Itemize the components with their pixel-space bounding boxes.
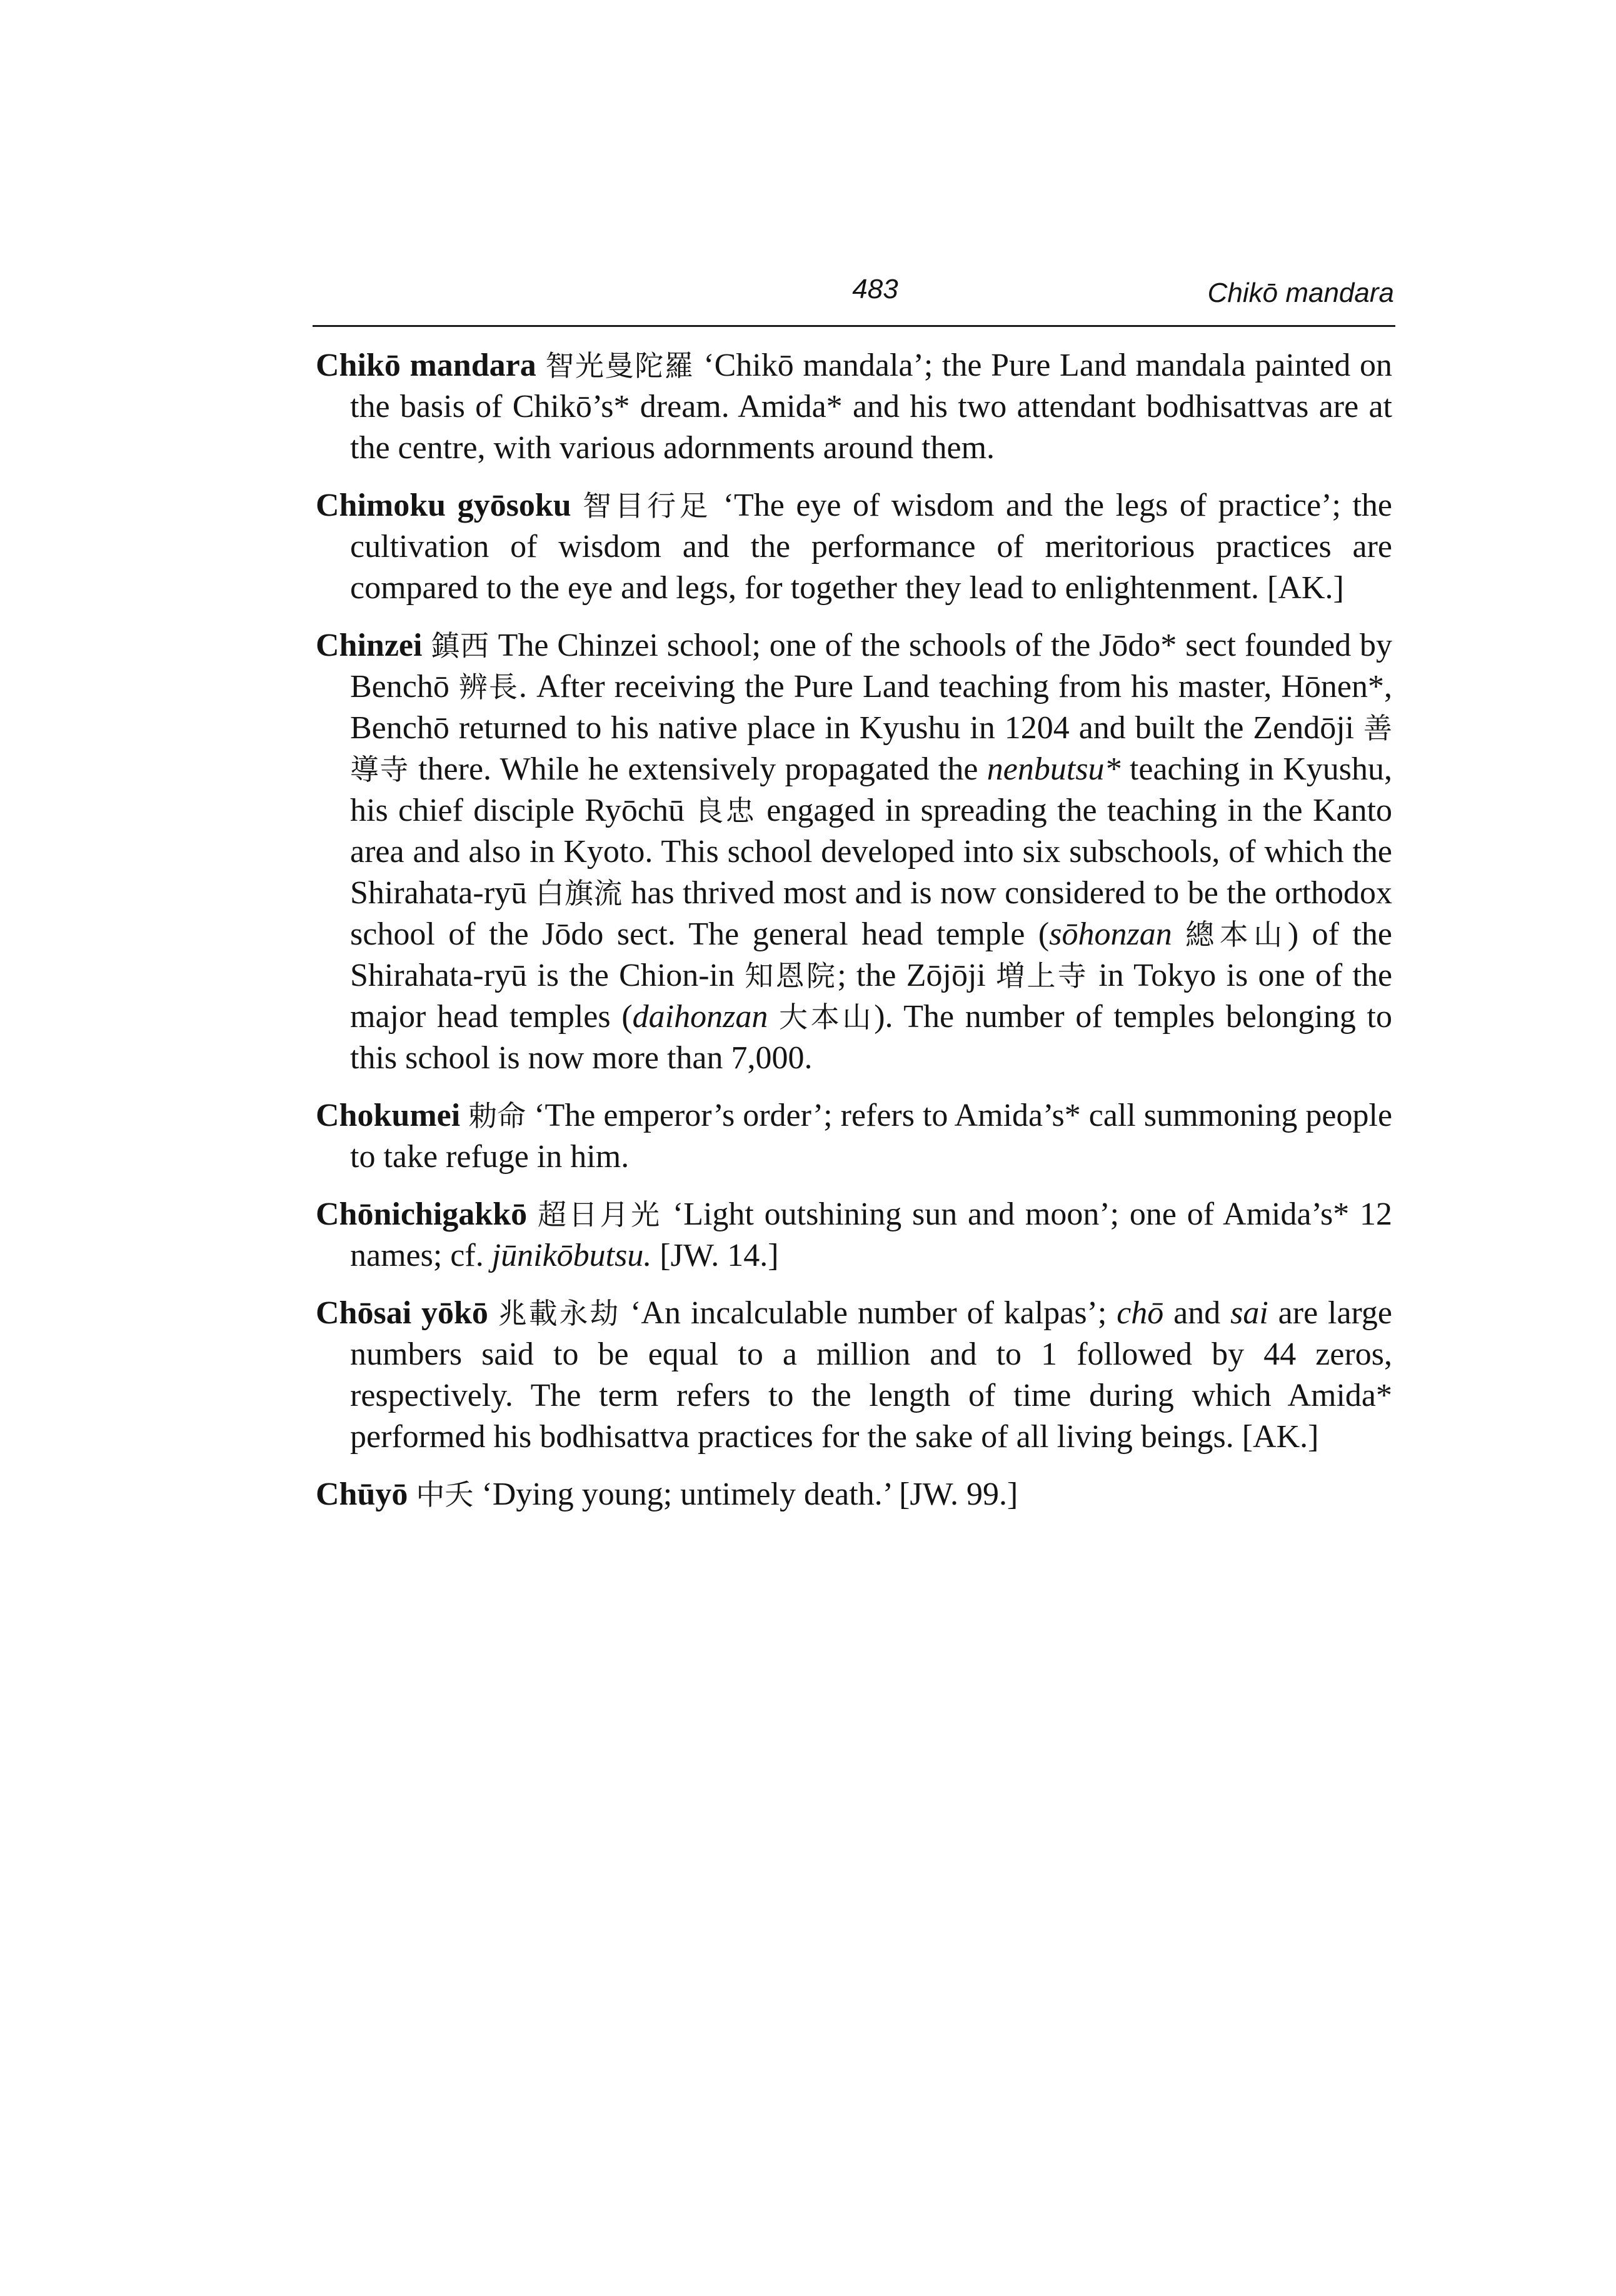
entry-headword: Chikō mandara [316,348,536,383]
entry-chuyo [316,1474,1392,1515]
entry-definition: The Chinzei school; one of the schools of the Jōdo* sect founded by Benchō [350,628,1392,704]
entry-kanji-sohonzan: 總本山 [1185,918,1288,951]
entry-reference: [AK.] [1242,1419,1319,1455]
entry-reference: [JW. 99.] [899,1476,1018,1512]
page-header [313,274,1394,324]
entry-kanji: 中夭 [416,1478,474,1511]
entry-chosai-yoko [316,1293,1392,1458]
entry-chonichigakko [316,1194,1392,1276]
entry-definition: ‘Chikō mandala’; the Pure Land mandala painted on the basis of Chikō’s* dream. Amida* and his two attendant bodhisattvas are at the centre, with various adornments around them. [350,348,1393,466]
entry-definition: has thrived most and is now considered to be the orthodox school of the Jōdo sect. The general head temple ( [350,875,1393,952]
entry-italic-term: nenbutsu* [986,751,1121,787]
entry-definition: in Tokyo is one of the major head temples ( [350,958,1393,1035]
entry-headword: Chōsai yōkō [316,1295,488,1331]
entry-definition: engaged in spreading the teaching in the Kanto area and also in Kyoto. This school developed into six subschools, of which the Shirahata-ryū [350,793,1393,911]
entry-chokumei [316,1095,1392,1178]
entry-kanji: 智目行足 [583,489,712,523]
entry-kanji-ryochu: 良忠 [695,794,756,828]
entry-definition: there. While he extensively propagated the [418,751,978,787]
entry-headword: Chokumei [316,1098,461,1133]
entry-definition: ‘Light outshining sun and moon’; one of Amida’s* 12 names; cf. [350,1196,1393,1273]
entry-reference: [AK.] [1267,570,1344,606]
entry-headword: Chinzei [316,628,423,663]
entry-headword: Chūyō [316,1476,408,1512]
entry-cross-reference: jūnikōbutsu. [491,1238,652,1273]
entry-italic-term: sai [1230,1295,1268,1331]
entry-kanji-daihonzan: 大本山 [779,1000,875,1034]
entry-kanji: 超日月光 [537,1198,663,1231]
entry-definition: and [1173,1295,1221,1331]
entry-kanji-zendoji: 善導寺 [350,711,1393,786]
entry-definition: ; the Zōjōji [837,958,986,993]
page-number: 483 [852,274,898,304]
entry-headword: Chimoku gyōsoku [316,488,571,523]
entry-chiko-mandara [316,345,1392,469]
entry-kanji-chionin: 知恩院 [745,959,838,993]
entry-kanji: 勅命 [468,1099,526,1133]
entry-italic-term: daihonzan [632,999,768,1035]
entry-definition: ). The number of temples belonging to this school is now more than 7,000. [350,999,1392,1076]
entry-headword: Chōnichigakkō [316,1196,528,1232]
running-head: Chikō mandara [1207,278,1394,308]
entry-kanji-zojoji: 増上寺 [996,959,1089,993]
entry-kanji-shirahata: 白旗流 [535,876,623,910]
entry-definition: . After receiving the Pure Land teaching from his master, Hōnen*, Benchō returned to his native place in Kyushu in 1204 and built the Zendōji [350,669,1393,746]
entry-definition: ) of the Shirahata-ryū is the Chion-in [350,916,1393,993]
entry-chinzei [316,625,1392,1079]
entry-definition: ‘Dying young; untimely death.’ [481,1476,891,1512]
entry-definition: ‘The eye of wisdom and the legs of practice’; the cultivation of wisdom and the performance of meritorious practices are compared to the eye and legs, for together they lead to enlightenment. [350,488,1392,606]
entry-italic-term: chō [1117,1295,1164,1331]
entry-definition: are large numbers said to be equal to a million and to 1 followed by 44 zeros, respectively. The term refers to the length of time during which Amida* performed his bodhisattva practices for the sake of all living beings. [350,1295,1392,1455]
entry-chimoku-gyosoku [316,485,1392,609]
entry-definition: teaching in Kyushu, his chief disciple Ryōchū [350,751,1393,828]
entry-definition: ‘An incalculable number of kalpas’; [630,1295,1107,1331]
entry-kanji: 兆載永劫 [498,1296,621,1330]
header-rule [313,325,1395,327]
entry-kanji: 鎮西 [431,629,489,663]
entry-italic-term: sōhonzan [1049,916,1172,952]
entry-definition: ‘The emperor’s order’; refers to Amida’s* call summoning people to take refuge in him. [350,1098,1393,1175]
entry-kanji-bencho: 辨長 [458,670,519,704]
entry-kanji: 智光曼陀羅 [545,349,695,383]
entry-reference: [JW. 14.] [660,1238,779,1273]
dictionary-entries [316,345,1392,1532]
